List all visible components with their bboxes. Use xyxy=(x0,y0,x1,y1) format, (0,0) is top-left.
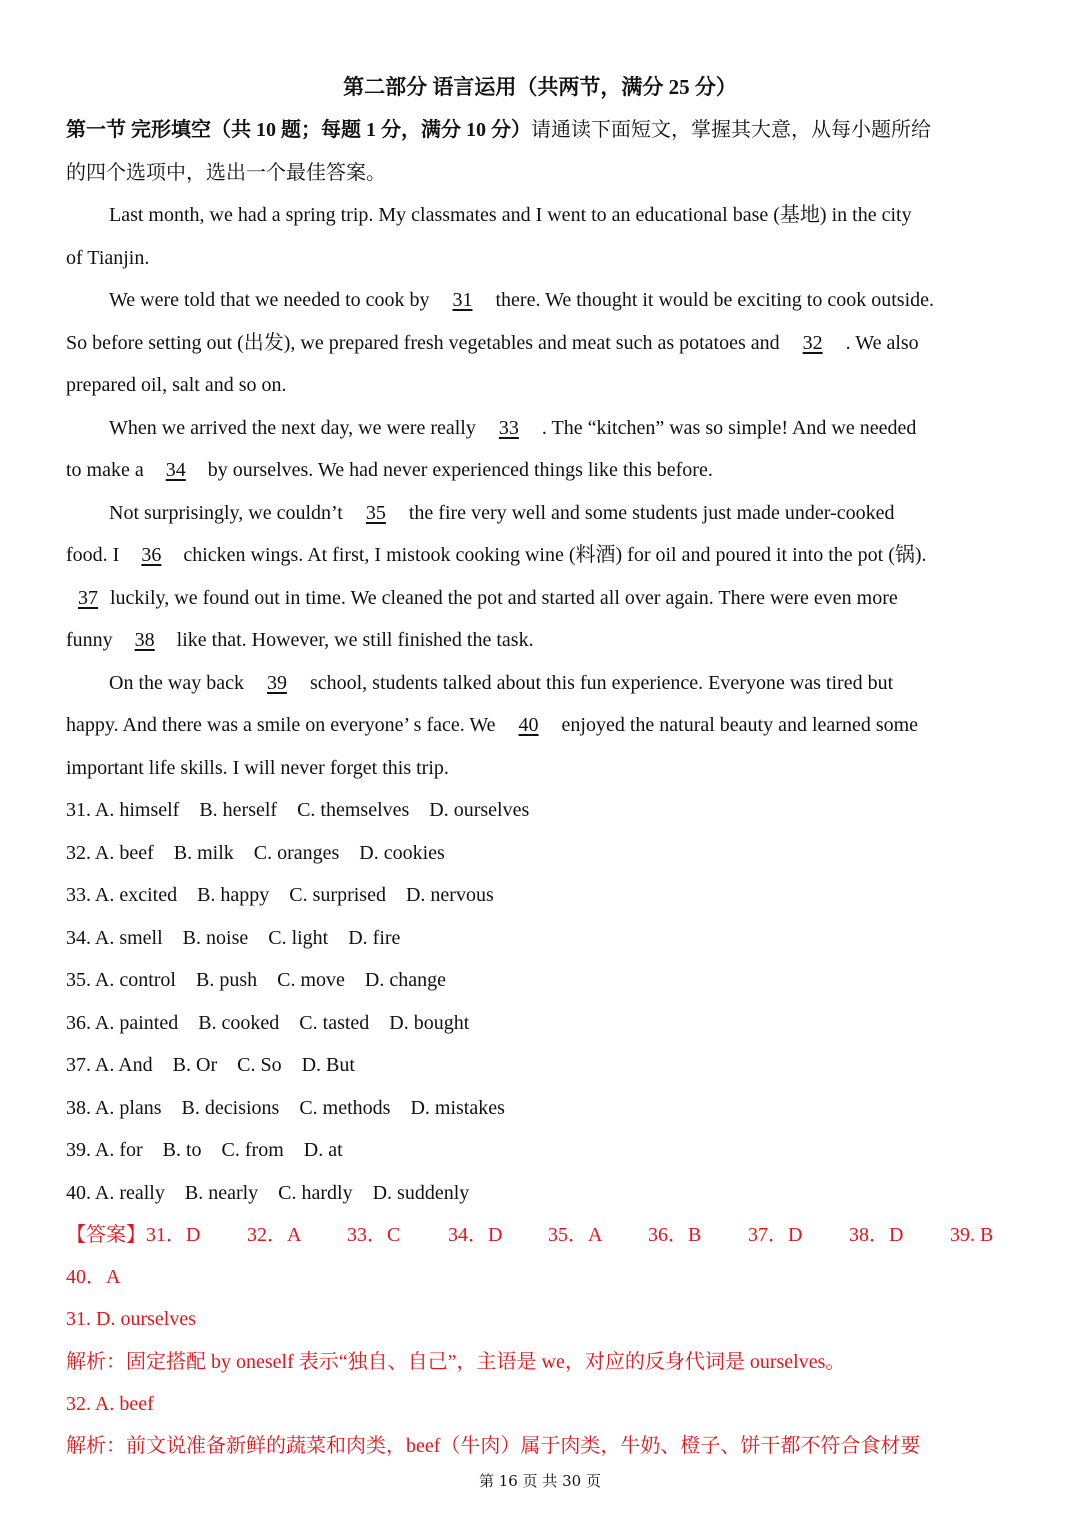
question-40: 40. A. really B. nearly C. hardly D. suddenly xyxy=(66,1182,470,1204)
passage-line: important life skills. I will never forget this trip. xyxy=(66,757,449,779)
explanation-heading: 32. A. beef xyxy=(66,1393,154,1415)
answer-item: 35．A xyxy=(548,1224,603,1246)
passage-line: of Tianjin. xyxy=(66,247,150,269)
passage-text: by ourselves. We had never experienced things like this before. xyxy=(207,459,713,481)
passage-line xyxy=(109,670,1059,696)
blank-40: 40 xyxy=(518,714,539,736)
answer-item: 38．D xyxy=(849,1224,904,1246)
passage-line xyxy=(109,500,1059,526)
section-heading: 第一节 完形填空（共 10 题；每题 1 分，满分 10 分） xyxy=(66,119,531,141)
question-38: 38. A. plans B. decisions C. methods D. mistakes xyxy=(66,1097,505,1119)
passage-line xyxy=(109,287,1059,313)
passage-text: On the way back xyxy=(109,672,244,694)
answer-item: 33．C xyxy=(347,1224,401,1246)
question-33: 33. A. excited B. happy C. surprised D. nervous xyxy=(66,884,494,906)
passage-line: Last month, we had a spring trip. My classmates and I went to an educational base (基地) in the city xyxy=(109,204,912,226)
passage-text: happy. And there was a smile on everyone’ s face. We xyxy=(66,714,496,736)
answer-item: 31．D xyxy=(146,1224,201,1246)
passage-text: the fire very well and some students just made under-cooked xyxy=(408,502,895,524)
passage-text: . We also xyxy=(845,332,919,354)
page-title: 第二部分 语言运用（共两节，满分 25 分） xyxy=(343,75,737,99)
passage-text: We were told that we needed to cook by xyxy=(109,289,430,311)
question-34: 34. A. smell B. noise C. light D. fire xyxy=(66,927,401,949)
passage-line xyxy=(66,627,1016,653)
passage-line xyxy=(66,330,1016,356)
passage-text: school, students talked about this fun experience. Everyone was tired but xyxy=(309,672,894,694)
answer-item: 32．A xyxy=(247,1224,302,1246)
passage-text: Not surprisingly, we couldn’t xyxy=(109,502,343,524)
passage-text: When we arrived the next day, we were really xyxy=(109,417,476,439)
instruction-text: 请通读下面短文，掌握其大意，从每小题所给 xyxy=(531,119,931,141)
blank-34: 34 xyxy=(165,459,186,481)
page-footer: 第 16 页 共 30 页 xyxy=(478,1472,601,1490)
passage-text: to make a xyxy=(66,459,144,481)
passage-line xyxy=(66,585,1016,611)
explanation-text: 解析：前文说准备新鲜的蔬菜和肉类，beef（牛肉）属于肉类，牛奶、橙子、饼干都不符合食材要 xyxy=(66,1435,921,1457)
passage-line xyxy=(66,712,1016,738)
passage-text: there. We thought it would be exciting to cook outside. xyxy=(495,289,934,311)
answer-item: 36．B xyxy=(648,1224,702,1246)
explanation-text: 解析：固定搭配 by oneself 表示“独自、自己”，主语是 we，对应的反身代词是 ourselves。 xyxy=(66,1351,846,1373)
passage-text: enjoyed the natural beauty and learned some xyxy=(561,714,919,736)
blank-35: 35 xyxy=(365,502,386,524)
question-36: 36. A. painted B. cooked C. tasted D. bought xyxy=(66,1012,470,1034)
explanation-heading: 31. D. ourselves xyxy=(66,1308,196,1330)
answer-line xyxy=(66,1222,1016,1248)
answer-item: 39. B xyxy=(950,1224,994,1246)
passage-text: . The “kitchen” was so simple! And we needed xyxy=(541,417,917,439)
answer-item-last: 40．A xyxy=(66,1266,121,1288)
answer-item: 34．D xyxy=(448,1224,503,1246)
blank-32: 32 xyxy=(802,332,823,354)
instruction-text-cont: 的四个选项中，选出一个最佳答案。 xyxy=(66,162,386,184)
question-35: 35. A. control B. push C. move D. change xyxy=(66,969,446,991)
answer-item: 37．D xyxy=(748,1224,803,1246)
blank-33: 33 xyxy=(498,417,519,439)
question-31: 31. A. himself B. herself C. themselves D. ourselves xyxy=(66,799,530,821)
passage-text: food. I xyxy=(66,544,120,566)
blank-38: 38 xyxy=(134,629,155,651)
passage-text: chicken wings. At first, I mistook cooking wine (料酒) for oil and poured it into the pot (锅). xyxy=(183,544,927,566)
passage-line xyxy=(109,415,1059,441)
section-heading-line xyxy=(66,117,1016,143)
passage-line xyxy=(66,457,1016,483)
blank-39: 39 xyxy=(266,672,287,694)
blank-31: 31 xyxy=(452,289,473,311)
passage-text: So before setting out (出发), we prepared fresh vegetables and meat such as potatoes and xyxy=(66,332,780,354)
answer-label: 【答案】 xyxy=(66,1224,146,1246)
passage-line xyxy=(66,542,1016,568)
blank-37: 37 xyxy=(78,587,98,609)
passage-text: funny xyxy=(66,629,113,651)
passage-line: prepared oil, salt and so on. xyxy=(66,374,287,396)
question-32: 32. A. beef B. milk C. oranges D. cookies xyxy=(66,842,445,864)
question-37: 37. A. And B. Or C. So D. But xyxy=(66,1054,355,1076)
question-39: 39. A. for B. to C. from D. at xyxy=(66,1139,343,1161)
passage-text: like that. However, we still finished the task. xyxy=(176,629,534,651)
blank-36: 36 xyxy=(141,544,162,566)
passage-text: luckily, we found out in time. We cleaned the pot and started all over again. There were even more xyxy=(110,587,898,609)
